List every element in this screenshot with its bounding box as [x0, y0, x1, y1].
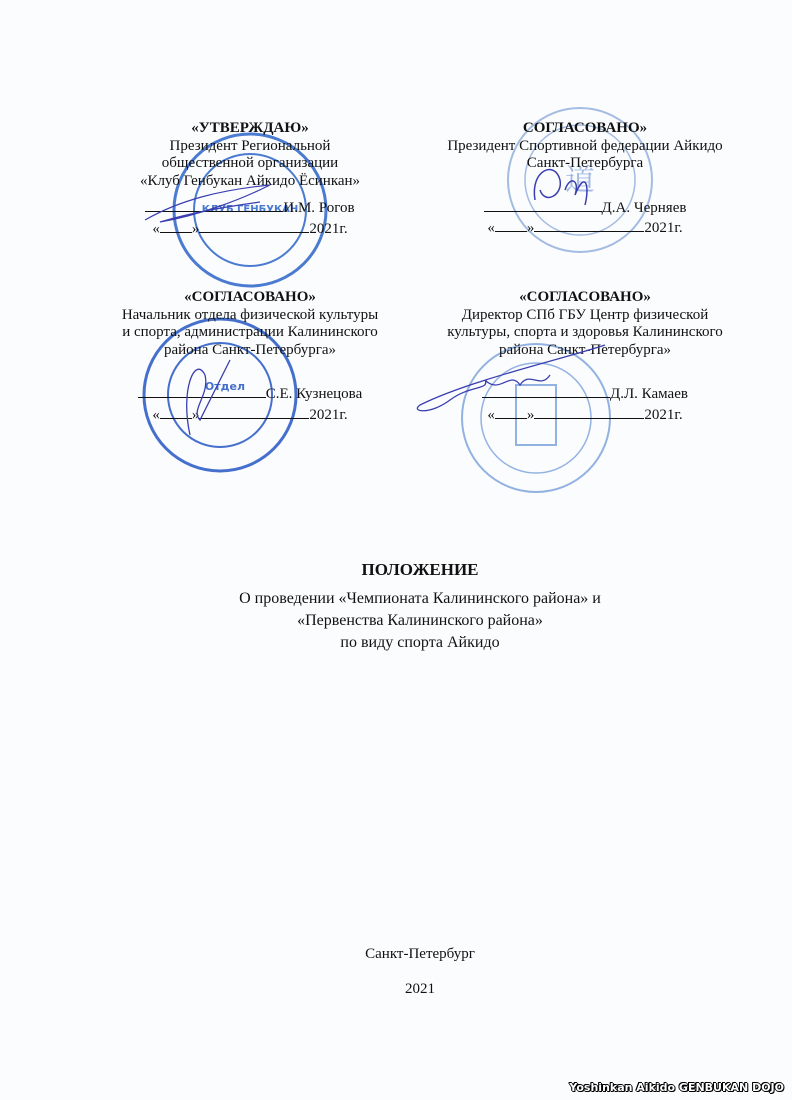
approval-position: Президент Региональной: [169, 137, 331, 154]
approval-position: Директор СПб ГБУ Центр физической: [461, 306, 709, 323]
document-title: ПОЛОЖЕНИЕ: [361, 560, 479, 579]
svg-text:КЛУБ ГЕНБУКАН: КЛУБ ГЕНБУКАН: [201, 204, 299, 215]
approval-year: 2021г.: [309, 406, 348, 423]
approval-block-chernyaev: [415, 120, 755, 238]
date-open-quote: «: [487, 406, 495, 423]
watermark: Yoshinkan Aikido GENBUKAN DOJO: [569, 1081, 784, 1094]
approval-heading: «СОГЛАСОВАНО»: [519, 289, 651, 305]
document-subtitle-line: «Первенства Калининского района»: [297, 612, 543, 629]
approval-year: 2021г.: [644, 220, 683, 236]
approval-position: культуры, спорта и здоровья Калининского: [447, 324, 723, 340]
date-close-quote: »: [526, 220, 535, 236]
approval-heading: «СОГЛАСОВАНО»: [184, 289, 316, 305]
approval-position: Санкт-Петербурга: [526, 155, 644, 171]
approval-position: района Санкт-Петербурга»: [163, 341, 337, 358]
date-close-quote: »: [191, 406, 200, 423]
signer-name: Д.Л. Камаев: [610, 386, 688, 402]
approval-year: 2021г.: [644, 406, 683, 423]
date-close-quote: »: [526, 406, 535, 423]
svg-text:道: 道: [565, 164, 595, 197]
approval-year: 2021г.: [309, 220, 348, 237]
approval-position: Начальник отдела физической культуры: [121, 306, 379, 323]
approval-block-kuznetsova: [80, 289, 420, 424]
document-subtitle-line: О проведении «Чемпионата Калининского района» и: [239, 590, 601, 607]
document-year: 2021: [405, 981, 435, 997]
signer-name: И.М. Рогов: [283, 200, 355, 216]
date-close-quote: »: [191, 220, 200, 237]
svg-text:Отдел: Отдел: [204, 380, 246, 393]
approval-block-kamaev: [415, 289, 755, 424]
date-open-quote: «: [152, 406, 160, 423]
approval-heading: СОГЛАСОВАНО»: [522, 120, 648, 136]
date-open-quote: «: [487, 220, 495, 236]
approval-position: и спорта, администрации Калининского: [122, 324, 378, 340]
approval-block-rogov: [80, 120, 420, 238]
approval-position: Президент Спортивной федерации Айкидо: [447, 137, 723, 154]
document-city: Санкт-Петербург: [365, 946, 475, 962]
signer-name: Д.А. Черняев: [601, 199, 687, 216]
approval-position: района Санкт-Петербурга»: [498, 341, 672, 358]
document-subtitle-line: по виду спорта Айкидо: [340, 634, 500, 651]
approval-position: общественной организации: [161, 155, 339, 171]
approval-heading: «УТВЕРЖДАЮ»: [191, 120, 309, 136]
signer-name: С.Е. Кузнецова: [265, 386, 363, 402]
approval-position: «Клуб Генбукан Айкидо Ёсинкан»: [139, 172, 361, 189]
date-open-quote: «: [152, 220, 160, 237]
